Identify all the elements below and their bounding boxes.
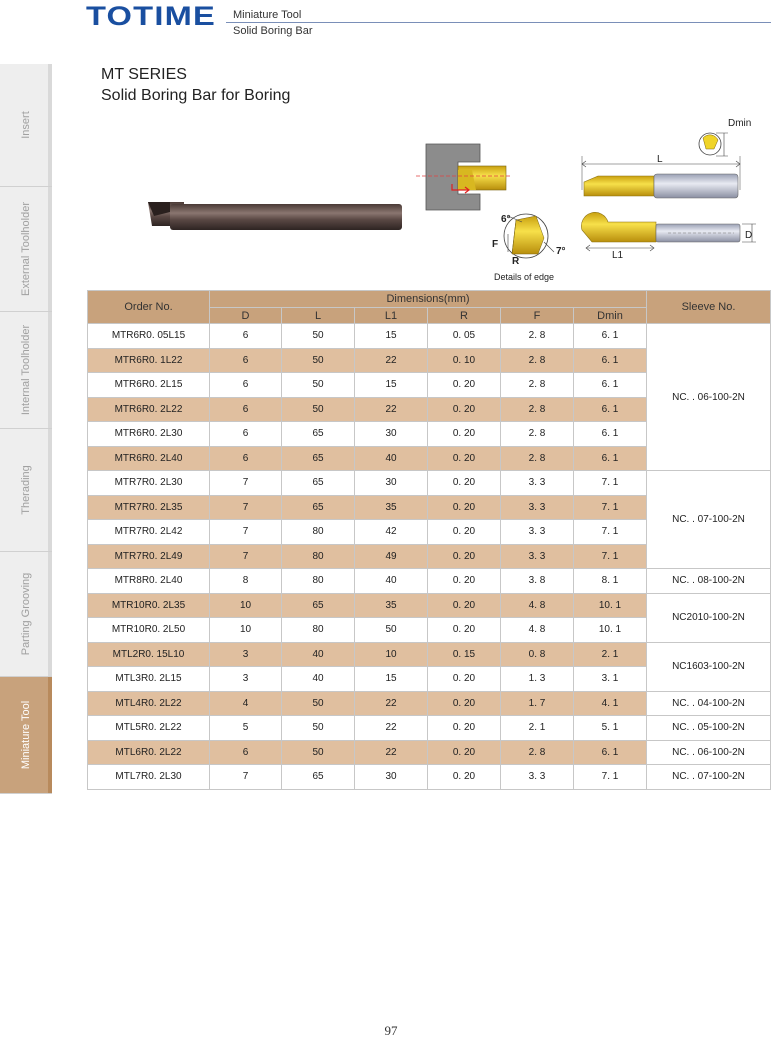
- dmin-end-view: [699, 118, 751, 156]
- svg-text:7°: 7°: [556, 246, 566, 257]
- svg-text:D: D: [745, 230, 753, 241]
- sleeve-cell: NC. . 06-100-2N: [647, 740, 771, 765]
- side-tab-parting-grooving[interactable]: Parting Grooving: [0, 552, 52, 677]
- col-l1: L1: [355, 308, 428, 324]
- sleeve-cell: NC. . 06-100-2N: [647, 324, 771, 471]
- table-row: MTR10R0. 2L35 10 65 35 0. 20 4. 8 10. 1 NC2010-100-2N: [88, 593, 771, 618]
- workpiece-diagram: [416, 144, 512, 210]
- col-sleeve-no: Sleeve No.: [647, 291, 771, 324]
- spec-table: [87, 290, 771, 790]
- svg-text:L: L: [657, 154, 663, 165]
- side-tab-insert[interactable]: Insert: [0, 64, 52, 187]
- table-row: MTR7R0. 2L42 7 80 42 0. 20 3. 3 7. 1: [88, 520, 771, 545]
- header-subcategory: Solid Boring Bar: [233, 25, 313, 37]
- svg-text:Dmin: Dmin: [728, 118, 752, 129]
- col-dmin: Dmin: [574, 308, 647, 324]
- table-row: MTR8R0. 2L40 8 80 40 0. 20 3. 8 8. 1 NC. . 08-100-2N: [88, 569, 771, 594]
- tool-side-view: [581, 212, 756, 261]
- side-tabs: [0, 64, 52, 794]
- table-row: MTR7R0. 2L49 7 80 49 0. 20 3. 3 7. 1: [88, 544, 771, 569]
- table-row: MTR6R0. 2L30 6 65 30 0. 20 2. 8 6. 1: [88, 422, 771, 447]
- sleeve-cell: NC. . 07-100-2N: [647, 471, 771, 569]
- table-row: MTL6R0. 2L22 6 50 22 0. 20 2. 8 6. 1 NC. . 06-100-2N: [88, 740, 771, 765]
- svg-text:Details of edge: Details of edge: [494, 272, 555, 282]
- svg-text:6°: 6°: [501, 214, 511, 225]
- table-row: MTL3R0. 2L15 3 40 15 0. 20 1. 3 3. 1: [88, 667, 771, 692]
- table-row: MTR7R0. 2L30 7 65 30 0. 20 3. 3 7. 1 NC. . 07-100-2N: [88, 471, 771, 496]
- header-divider: [226, 22, 771, 23]
- side-tab-miniature-tool[interactable]: Miniature Tool: [0, 677, 52, 794]
- col-order-no: Order No.: [88, 291, 210, 324]
- product-illustration: [140, 112, 772, 288]
- col-f: F: [501, 308, 574, 324]
- col-l: L: [282, 308, 355, 324]
- col-dimensions: Dimensions(mm): [210, 291, 647, 308]
- totime-logo: [86, 2, 218, 30]
- table-row: MTL5R0. 2L22 5 50 22 0. 20 2. 1 5. 1 NC. . 05-100-2N: [88, 716, 771, 741]
- series-title: MT SERIES: [101, 66, 187, 83]
- svg-text:TOTIME: TOTIME: [86, 2, 216, 30]
- tool-top-view: [582, 154, 740, 198]
- page-number: 97: [384, 1023, 398, 1038]
- table-row: MTR6R0. 05L15 6 50 15 0. 05 2. 8 6. 1 NC. . 06-100-2N: [88, 324, 771, 349]
- sleeve-cell: NC. . 08-100-2N: [647, 569, 771, 594]
- svg-text:F: F: [492, 239, 499, 250]
- sleeve-cell: NC. . 07-100-2N: [647, 765, 771, 790]
- side-tab-external-toolholder[interactable]: External Toolholder: [0, 187, 52, 312]
- side-tab-internal-toolholder[interactable]: Internal Toolholder: [0, 312, 52, 429]
- table-row: MTR6R0. 2L40 6 65 40 0. 20 2. 8 6. 1: [88, 446, 771, 471]
- series-subtitle: Solid Boring Bar for Boring: [101, 87, 291, 104]
- svg-text:R: R: [512, 256, 520, 267]
- table-row: MTR7R0. 2L35 7 65 35 0. 20 3. 3 7. 1: [88, 495, 771, 520]
- table-row: MTL4R0. 2L22 4 50 22 0. 20 1. 7 4. 1 NC. . 04-100-2N: [88, 691, 771, 716]
- sleeve-cell: NC. . 04-100-2N: [647, 691, 771, 716]
- table-row: MTR6R0. 2L22 6 50 22 0. 20 2. 8 6. 1: [88, 397, 771, 422]
- boring-bar-photo: [148, 202, 402, 230]
- table-row: MTR10R0. 2L50 10 80 50 0. 20 4. 8 10. 1: [88, 618, 771, 643]
- table-row: MTL7R0. 2L30 7 65 30 0. 20 3. 3 7. 1 NC. . 07-100-2N: [88, 765, 771, 790]
- side-tab-therading[interactable]: Therading: [0, 429, 52, 552]
- edge-detail: [492, 214, 566, 282]
- col-r: R: [428, 308, 501, 324]
- col-d: D: [210, 308, 282, 324]
- table-row: MTL2R0. 15L10 3 40 10 0. 15 0. 8 2. 1 NC1603-100-2N: [88, 642, 771, 667]
- sleeve-cell: NC. . 05-100-2N: [647, 716, 771, 741]
- table-row: MTR6R0. 2L15 6 50 15 0. 20 2. 8 6. 1: [88, 373, 771, 398]
- table-row: MTR6R0. 1L22 6 50 22 0. 10 2. 8 6. 1: [88, 348, 771, 373]
- sleeve-cell: NC2010-100-2N: [647, 593, 771, 642]
- header-category: Miniature Tool: [233, 9, 302, 21]
- sleeve-cell: NC1603-100-2N: [647, 642, 771, 691]
- svg-text:L1: L1: [612, 250, 624, 261]
